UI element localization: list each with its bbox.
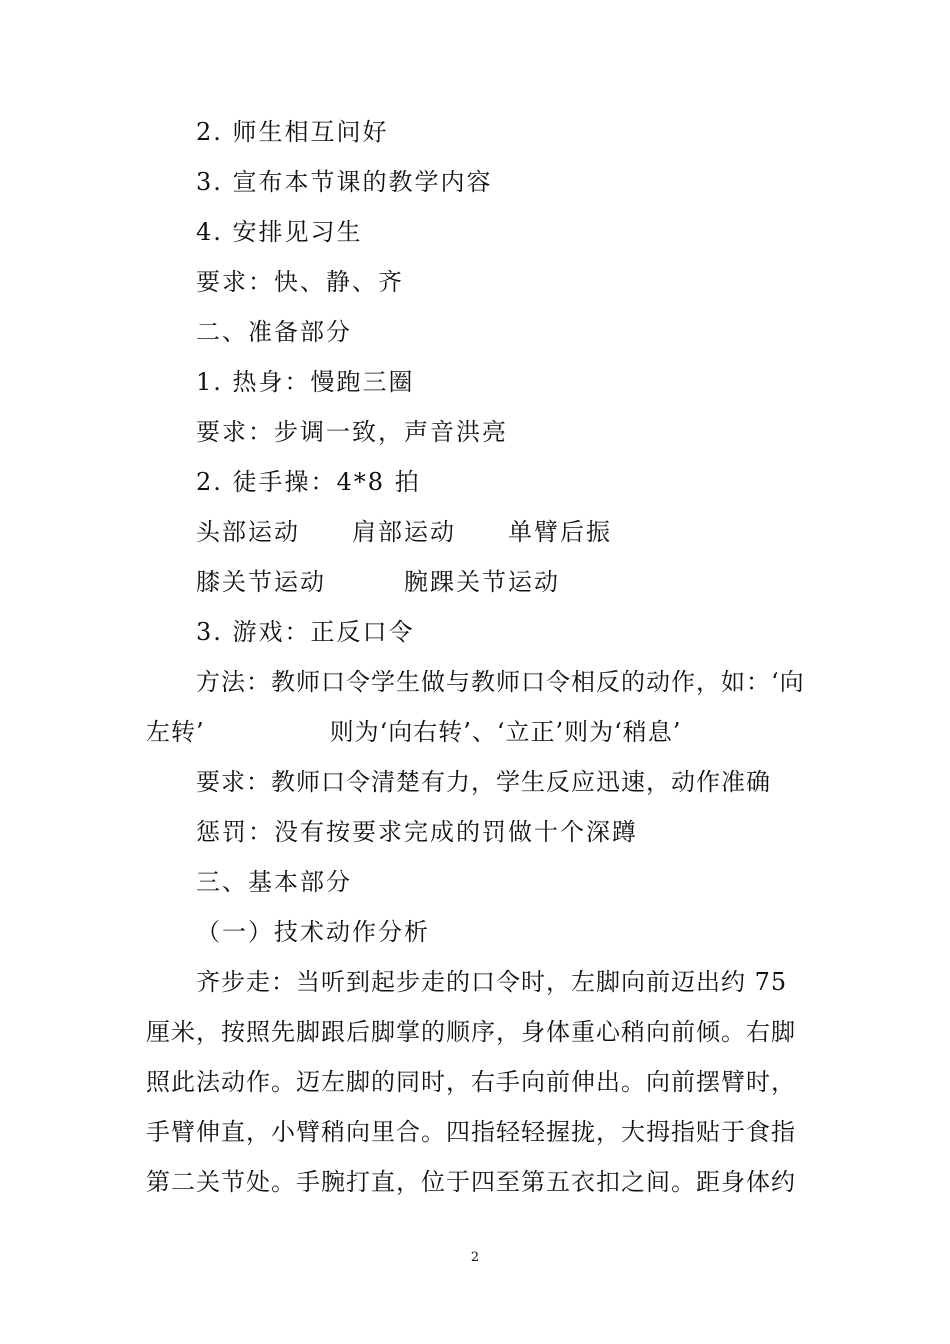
text-line: 4. 安排见习生 xyxy=(196,218,363,246)
text-line: 方法：教师口令学生做与教师口令相反的动作，如：‘向 xyxy=(196,668,805,696)
text-line: 要求：步调一致，声音洪亮 xyxy=(196,418,508,446)
text-line: 头部运动 肩部运动 单臂后振 xyxy=(196,518,612,546)
subsection-heading: （一）技术动作分析 xyxy=(196,918,430,946)
text-line: 手臂伸直，小臂稍向里合。四指轻轻握拢，大拇指贴于食指 xyxy=(146,1118,796,1146)
text-line: 3. 游戏：正反口令 xyxy=(196,618,415,646)
text-line: 齐步走：当听到起步走的口令时，左脚向前迈出约 75 xyxy=(196,968,788,996)
text-line: 3. 宣布本节课的教学内容 xyxy=(196,168,493,196)
text-line: 2. 师生相互问好 xyxy=(196,118,389,146)
text-line: 要求：教师口令清楚有力，学生反应迅速，动作准确 xyxy=(196,768,771,796)
text-line: 左转’ 则为‘向右转’、‘立正’则为‘稍息’ xyxy=(146,718,682,746)
text-line: 膝关节运动 腕踝关节运动 xyxy=(196,568,560,596)
section-heading: 二、准备部分 xyxy=(196,318,352,346)
text-line: 照此法动作。迈左脚的同时，右手向前伸出。向前摆臂时， xyxy=(146,1068,796,1096)
page-number: 2 xyxy=(470,1250,480,1265)
section-heading: 三、基本部分 xyxy=(196,868,352,896)
text-line: 惩罚：没有按要求完成的罚做十个深蹲 xyxy=(196,818,638,846)
text-line: 2. 徒手操：4*8 拍 xyxy=(196,468,421,496)
text-line: 要求：快、静、齐 xyxy=(196,268,404,296)
text-line: 厘米，按照先脚跟后脚掌的顺序，身体重心稍向前倾。右脚 xyxy=(146,1018,796,1046)
text-line: 1. 热身：慢跑三圈 xyxy=(196,368,415,396)
text-line: 第二关节处。手腕打直，位于四至第五衣扣之间。距身体约 xyxy=(146,1168,796,1196)
